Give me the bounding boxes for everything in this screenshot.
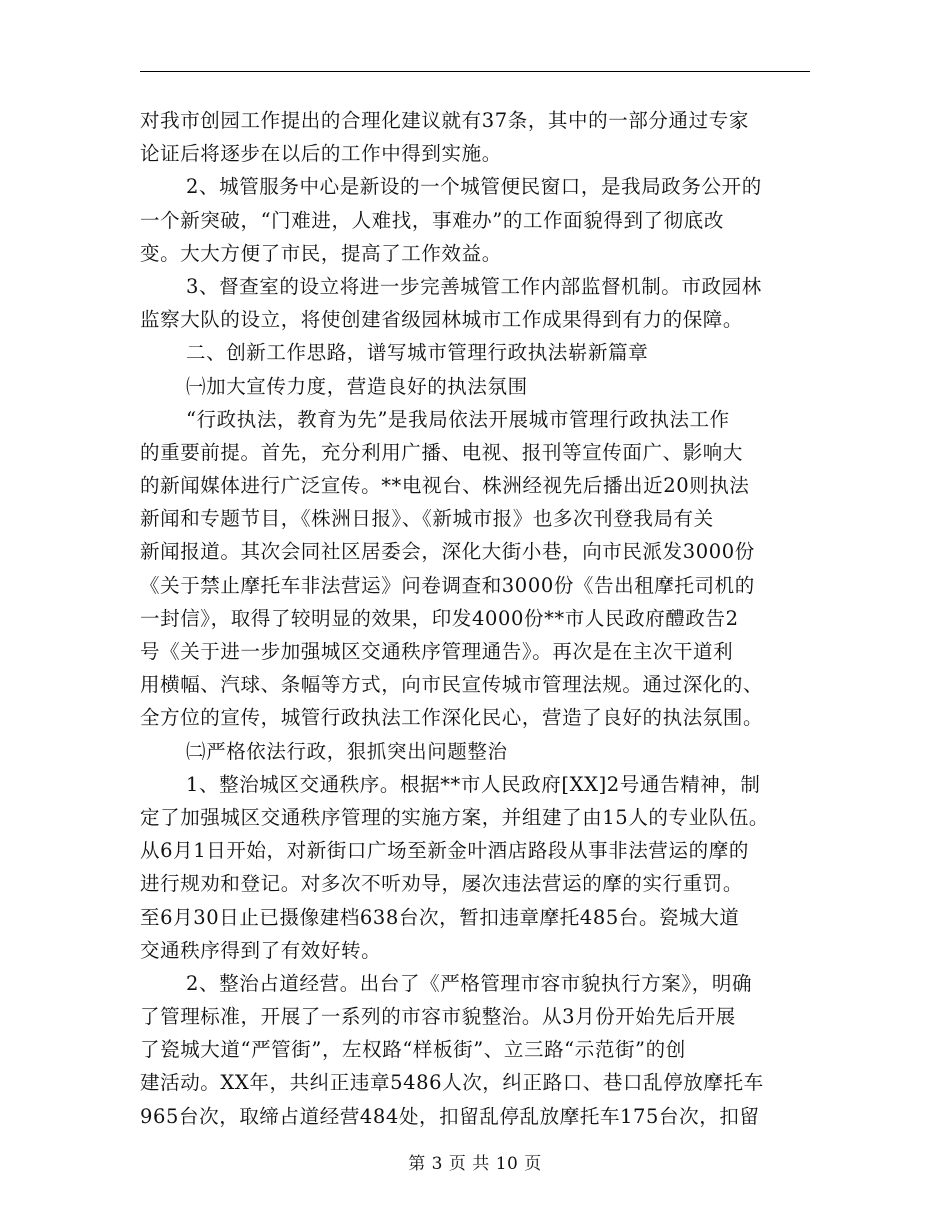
text-line: 3、督查室的设立将进一步完善城管工作内部监督机制。市政园林 <box>186 274 762 298</box>
text-line: 的重要前提。首先，充分利用广播、电视、报刊等宣传面广、影响大 <box>140 440 744 464</box>
text-line: 进行规劝和登记。对多次不听劝导，屡次违法营运的摩的实行重罚。 <box>140 872 744 896</box>
text-line: 《关于禁止摩托车非法营运》问卷调查和3000份《告出租摩托司机的 <box>140 573 755 597</box>
text-line: 2、整治占道经营。出台了《严格管理市容市貌执行方案》，明确 <box>186 971 753 995</box>
text-line: 965台次，取缔占道经营484处，扣留乱停乱放摩托车175台次，扣留 <box>140 1104 760 1128</box>
text-line: 交通秩序得到了有效好转。 <box>140 938 382 962</box>
text-line: 变。大大方便了市民，提高了工作效益。 <box>140 241 502 265</box>
text-line: 一封信》，取得了较明显的效果，印发4000份**市人民政府醴政告2 <box>140 606 739 630</box>
text-line: 一个新突破，“门难进，人难找，事难办”的工作面貌得到了彻底改 <box>140 208 724 232</box>
page-number: 第 3 页 共 10 页 <box>408 1154 542 1174</box>
text-line: 定了加强城区交通秩序管理的实施方案，并组建了由15人的专业队伍。 <box>140 805 770 829</box>
text-line: 用横幅、汽球、条幅等方式，向市民宣传城市管理法规。通过深化的、 <box>140 673 764 697</box>
text-line: 了管理标准，开展了一系列的市容市貌整治。从3月份开始先后开展 <box>140 1005 736 1029</box>
text-line: 从6月1日开始，对新街口广场至新金叶酒店路段从事非法营运的摩的 <box>140 839 749 863</box>
text-line: 了瓷城大道“严管街”，左权路“样板街”、立三路“示范街”的创 <box>140 1038 686 1062</box>
text-line: ㈠加大宣传力度，营造良好的执法氛围 <box>186 374 528 398</box>
text-line: 1、整治城区交通秩序。根据**市人民政府[XX]2号通告精神，制 <box>186 772 761 796</box>
text-line: 2、城管服务中心是新设的一个城管便民窗口，是我局政务公开的 <box>186 175 762 199</box>
text-line: 新闻和专题节目，《株洲日报》、《新城市报》也多次刊登我局有关 <box>140 507 714 531</box>
text-line: 至6月30日止已摄像建档638台次，暂扣违章摩托485台。瓷城大道 <box>140 905 740 929</box>
text-line: 新闻报道。其次会同社区居委会，深化大街小巷，向市民派发3000份 <box>140 540 755 564</box>
document-body <box>140 104 812 1133</box>
text-line: 全方位的宣传，城管行政执法工作深化民心，营造了良好的执法氛围。 <box>140 706 764 730</box>
text-line: 号《关于进一步加强城区交通秩序管理通告》。再次是在主次干道利 <box>140 640 734 663</box>
text-line: 论证后将逐步在以后的工作中得到实施。 <box>140 142 502 166</box>
text-line: ㈡严格依法行政，狠抓突出问题整治 <box>186 739 508 763</box>
text-line: 对我市创园工作提出的合理化建议就有37条，其中的一部分通过专家 <box>140 109 749 132</box>
text-line: 二、创新工作思路，谱写城市管理行政执法崭新篇章 <box>186 341 649 365</box>
text-line: 的新闻媒体进行广泛宣传。**电视台、株洲经视先后播出近20则执法 <box>140 474 750 498</box>
text-line: 建活动。XX年，共纠正违章5486人次，纠正路口、巷口乱停放摩托车 <box>140 1071 764 1095</box>
text-line: 监察大队的设立，将使创建省级园林城市工作成果得到有力的保障。 <box>140 308 744 332</box>
header-rule <box>140 71 810 72</box>
text-line: “行政执法，教育为先”是我局依法开展城市管理行政执法工作 <box>186 407 730 431</box>
